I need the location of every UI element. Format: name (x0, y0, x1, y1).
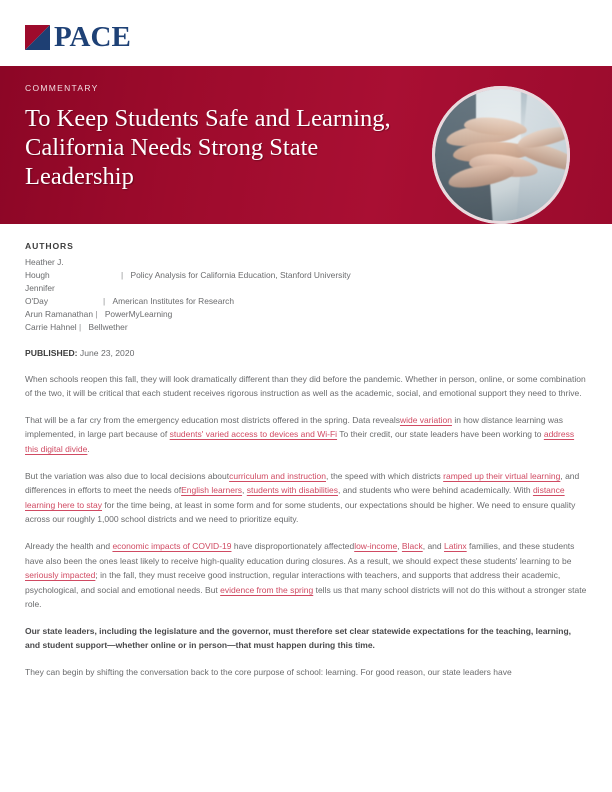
pace-logo-mark-icon (25, 25, 50, 50)
pace-logo-wordmark: PACE (54, 21, 131, 53)
article-text: , and students who were behind academically. With (337, 485, 533, 496)
author-separator: | (76, 322, 82, 333)
article-link[interactable]: English learners (181, 485, 243, 496)
article-link[interactable]: wide variation (399, 414, 452, 425)
article-text: That will be a far cry from the emergency education most districts offered in the spring. Data reveals (25, 414, 400, 425)
article-text: families, and these students have also been the ones least likely to receive high-quality education during closures. As a result, we should expect these students' learning to be (25, 540, 575, 566)
article-link[interactable]: Latinx (444, 540, 467, 551)
author-name: Carrie Hahnel (25, 322, 77, 333)
page-title: To Keep Students Safe and Learning, California Needs Strong State Leadership (25, 105, 391, 190)
content-type-label: COMMENTARY (25, 83, 99, 93)
pace-logo[interactable] (25, 23, 131, 52)
hero-photo-ring (432, 86, 570, 224)
article-paragraph (25, 372, 587, 401)
article-text: . (87, 443, 90, 454)
article-text: ; in the fall, they must receive good instruction, regular interactions with teachers, and supports that address their academic, psychological, and social and emotional needs. But (25, 570, 561, 595)
author-affiliation: PowerMyLearning (102, 309, 173, 320)
article-link[interactable]: distance learning here to stay (25, 485, 565, 510)
article-paragraph (25, 413, 587, 457)
author-name-line: Jennifer (25, 283, 55, 294)
hero-banner (0, 66, 612, 224)
author-name: Arun Ramanathan (25, 309, 93, 320)
author-row (25, 269, 587, 282)
authors-label: AUTHORS (25, 241, 74, 251)
article-text: They can begin by shifting the conversation back to the core purpose of school: learning. For good reason, our state leaders have (25, 667, 512, 678)
article-link[interactable]: address this digital divide (25, 429, 575, 454)
article-text: When schools reopen this fall, they will look dramatically different than they did before the pandemic. Whether in person, online, or some combination of the two, it will be critical that each student receives rigorous instruction as well as the academic, social, and emotional support they need to thrive. (25, 373, 586, 399)
author-affiliation: Bellwether (86, 322, 128, 333)
author-separator: | (103, 296, 106, 307)
author-row (25, 295, 587, 308)
published-date: June 23, 2020 (79, 347, 135, 358)
article-text: , the speed with which districts (325, 470, 444, 481)
article-link[interactable]: ramped up their virtual learning (443, 470, 561, 481)
article-text: Our state leaders, including the legislature and the governor, must therefore set clear statewide expectations for the teaching, learning, and student support—whether online or in person—that must happen during this time. (25, 625, 572, 651)
article-paragraph (25, 469, 587, 527)
author-name: Hough (25, 270, 50, 281)
article-text: , (397, 540, 402, 551)
article-text: , and (422, 540, 444, 551)
author-separator: | (92, 309, 98, 320)
article-link[interactable]: evidence from the spring (220, 584, 314, 595)
article-text: in how distance learning was implemented, in large part because of (25, 414, 563, 440)
hero-photo-circle (432, 86, 570, 224)
article-paragraph (25, 624, 587, 653)
article-text: But the variation was also due to local decisions about (25, 470, 230, 481)
author-name-line: Heather J. (25, 257, 64, 267)
article-link[interactable]: students' varied access to devices and Wi-Fi (169, 429, 338, 440)
author-row (25, 308, 587, 321)
author-separator: | (121, 270, 124, 281)
hero-text-block (0, 66, 400, 191)
article-link[interactable]: students with disabilities (246, 485, 338, 496)
article-link[interactable]: economic impacts of COVID-19 (112, 540, 232, 551)
article-body (25, 372, 587, 680)
author-affiliation: Policy Analysis for California Education, Stanford University (128, 270, 351, 281)
article-text: for the time being, at least in some form and for some students, our expectations should be higher. We need to ensure quality across our roughly 1,000 school districts and we need to prioritize equity. (25, 499, 576, 525)
article-paragraph (25, 539, 587, 612)
author-affiliation: American Institutes for Research (110, 296, 235, 307)
author-name: O'Day (25, 296, 49, 307)
article-link[interactable]: seriously impacted (25, 570, 96, 581)
article-link[interactable]: curriculum and instruction (229, 470, 326, 481)
article-text: , and differences in efforts to meet the needs of (25, 470, 580, 496)
article-content (0, 224, 612, 680)
authors-list (25, 256, 587, 335)
article-link[interactable]: low-income (354, 540, 398, 551)
article-text: , (242, 485, 247, 496)
article-text: have disproportionately affected (231, 540, 355, 551)
logo-bar (0, 0, 612, 66)
published-label: PUBLISHED: (25, 347, 78, 358)
article-text: Already the health and (25, 540, 113, 551)
article-text: To their credit, our state leaders have been working to (337, 429, 544, 440)
article-link[interactable]: Black (401, 540, 423, 551)
author-row (25, 321, 587, 334)
article-text: tells us that many school districts will not do this without a stronger state role. (25, 584, 587, 610)
article-paragraph (25, 665, 587, 680)
published-line (25, 348, 587, 358)
